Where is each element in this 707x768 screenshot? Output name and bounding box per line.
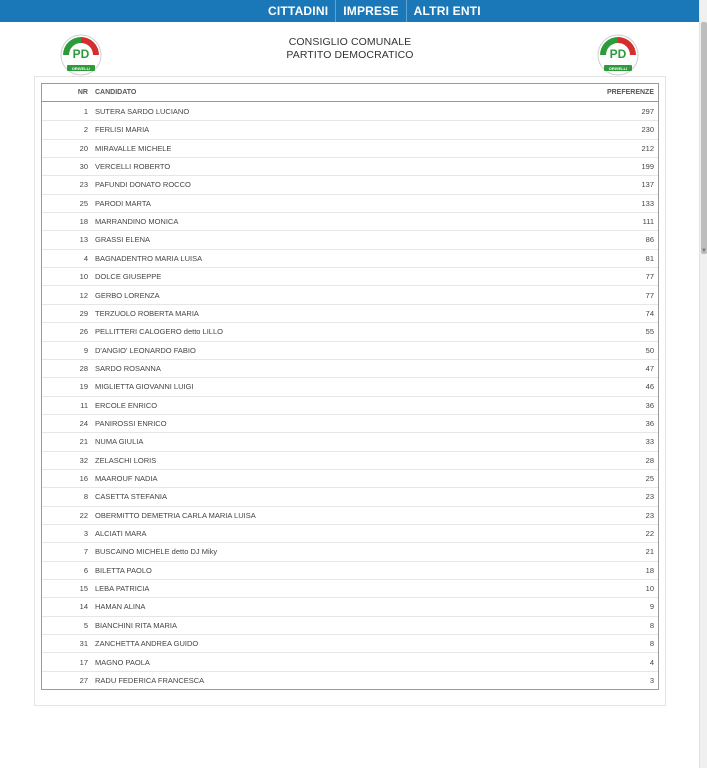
cell-candidate: NUMA GIULIA — [95, 437, 144, 447]
nav-cittadini[interactable]: CITTADINI — [268, 4, 329, 18]
cell-candidate: SARDO ROSANNA — [95, 363, 161, 373]
cell-preferences: 3 — [649, 675, 654, 685]
cell-candidate: ZANCHETTA ANDREA GUIDO — [95, 639, 199, 649]
cell-nr: 7 — [83, 547, 88, 557]
cell-candidate: TERZUOLO ROBERTA MARIA — [95, 308, 199, 318]
cell-candidate: BIANCHINI RITA MARIA — [95, 620, 177, 630]
cell-candidate: MIGLIETTA GIOVANNI LUIGI — [95, 382, 194, 392]
cell-nr: 21 — [79, 437, 88, 447]
cell-nr: 27 — [79, 675, 88, 685]
cell-preferences: 25 — [645, 474, 654, 483]
cell-nr: 5 — [83, 620, 88, 630]
table-row — [42, 158, 658, 176]
page-title-line2: PARTITO DEMOCRATICO — [286, 49, 414, 61]
table-row — [42, 103, 658, 121]
pd-logo-left — [60, 34, 102, 76]
table-row — [42, 672, 658, 690]
svg-text:PD: PD — [72, 47, 90, 61]
cell-nr: 8 — [83, 492, 88, 502]
column-header-candidate: CANDIDATO — [95, 89, 137, 96]
cell-nr: 16 — [79, 474, 88, 483]
cell-preferences: 137 — [641, 180, 654, 190]
cell-preferences: 4 — [649, 657, 654, 667]
cell-preferences: 230 — [641, 125, 654, 135]
scrollbar-thumb[interactable] — [701, 22, 707, 254]
cell-nr: 15 — [79, 584, 88, 594]
cell-candidate: CASETTA STEFANIA — [95, 492, 167, 502]
cell-preferences: 111 — [642, 217, 654, 227]
cell-nr: 14 — [79, 602, 88, 612]
nav-imprese[interactable]: IMPRESE — [343, 4, 399, 18]
cell-nr: 1 — [83, 107, 88, 116]
cell-nr: 10 — [79, 272, 88, 282]
cell-candidate: ZELASCHI LORIS — [95, 455, 157, 465]
cell-nr: 18 — [79, 217, 88, 227]
cell-preferences: 8 — [649, 620, 654, 630]
cell-preferences: 77 — [645, 272, 654, 282]
cell-preferences: 23 — [645, 510, 654, 520]
cell-preferences: 55 — [645, 327, 654, 337]
table-row — [42, 617, 658, 635]
main-nav — [261, 0, 488, 22]
table-row — [42, 415, 658, 433]
cell-candidate: RADU FEDERICA FRANCESCA — [95, 675, 205, 685]
top-nav-bar — [0, 0, 699, 22]
cell-nr: 11 — [80, 400, 88, 410]
cell-candidate: D'ANGIO' LEONARDO FABIO — [95, 345, 196, 355]
cell-nr: 28 — [79, 363, 88, 373]
cell-candidate: FERLISI MARIA — [95, 125, 150, 135]
table-row — [42, 525, 658, 543]
cell-candidate: SUTERA SARDO LUCIANO — [95, 107, 190, 116]
cell-preferences: 8 — [649, 639, 654, 649]
pd-party-logo-icon — [597, 34, 639, 76]
cell-nr: 19 — [79, 382, 88, 392]
cell-nr: 22 — [79, 510, 88, 520]
cell-preferences: 33 — [645, 437, 654, 447]
table-row — [42, 195, 658, 213]
svg-text:ORIVELLI: ORIVELLI — [71, 66, 91, 71]
cell-candidate: LEBA PATRICIA — [95, 584, 150, 594]
cell-candidate: MIRAVALLE MICHELE — [95, 143, 172, 153]
cell-preferences: 74 — [645, 308, 654, 318]
cell-candidate: PANIROSSI ENRICO — [95, 418, 167, 428]
cell-candidate: BILETTA PAOLO — [95, 565, 152, 575]
table-row — [42, 452, 658, 470]
cell-candidate: HAMAN ALINA — [95, 602, 146, 612]
column-header-preferences: PREFERENZE — [606, 89, 654, 96]
cell-preferences: 28 — [645, 455, 654, 465]
cell-preferences: 47 — [645, 363, 654, 373]
table-row — [42, 654, 658, 672]
cell-nr: 25 — [79, 198, 88, 208]
cell-preferences: 10 — [645, 584, 654, 594]
cell-nr: 4 — [83, 253, 88, 263]
cell-preferences: 77 — [645, 290, 654, 300]
cell-nr: 32 — [79, 455, 88, 465]
pd-party-logo-icon — [60, 34, 102, 76]
cell-preferences: 50 — [645, 345, 654, 355]
cell-candidate: BUSCAINO MICHELE detto DJ Miky — [95, 547, 218, 557]
cell-preferences: 297 — [641, 107, 654, 116]
cell-preferences: 133 — [641, 198, 654, 208]
table-row — [42, 323, 658, 341]
page-scrollbar[interactable] — [699, 0, 707, 768]
table-row — [42, 378, 658, 396]
cell-candidate: GERBO LORENZA — [95, 290, 160, 300]
cell-preferences: 9 — [649, 602, 654, 612]
cell-candidate: BAGNADENTRO MARIA LUISA — [95, 253, 203, 263]
cell-preferences: 18 — [645, 565, 654, 575]
cell-candidate: VERCELLI ROBERTO — [95, 162, 171, 172]
table-row — [42, 635, 658, 653]
cell-candidate: PARODI MARTA — [95, 198, 151, 208]
cell-nr: 26 — [79, 327, 88, 337]
table-row — [42, 562, 658, 580]
cell-preferences: 36 — [645, 418, 654, 428]
pd-logo-right — [597, 34, 639, 76]
cell-candidate: MARRANDINO MONICA — [95, 217, 179, 227]
scroll-down-arrow-icon[interactable]: ▼ — [701, 248, 707, 254]
cell-nr: 12 — [79, 290, 88, 300]
cell-preferences: 21 — [645, 547, 654, 557]
cell-candidate: MAAROUF NADIA — [95, 474, 158, 483]
table-row — [42, 176, 658, 194]
table-row — [42, 598, 658, 616]
table-row — [42, 342, 658, 360]
cell-candidate: ALCIATI MARA — [95, 529, 147, 539]
table-row — [42, 397, 658, 415]
cell-nr: 29 — [79, 308, 88, 318]
cell-nr: 31 — [79, 639, 88, 649]
table-row — [42, 213, 658, 231]
cell-candidate: PELLITTERI CALOGERO detto LILLO — [95, 327, 223, 337]
cell-nr: 17 — [79, 657, 88, 667]
page-title-line1: CONSIGLIO COMUNALE — [288, 36, 412, 48]
table-row — [42, 305, 658, 323]
table-row — [42, 488, 658, 506]
svg-text:ORIVELLI: ORIVELLI — [608, 66, 628, 71]
cell-preferences: 81 — [645, 253, 654, 263]
cell-candidate: OBERMITTO DEMETRIA CARLA MARIA LUISA — [95, 510, 256, 520]
cell-nr: 3 — [83, 529, 88, 539]
cell-preferences: 23 — [645, 492, 654, 502]
cell-preferences: 46 — [645, 382, 654, 392]
nav-altri-enti[interactable]: ALTRI ENTI — [413, 4, 481, 18]
table-row — [42, 507, 658, 525]
cell-nr: 9 — [83, 345, 88, 355]
table-row — [42, 580, 658, 598]
cell-candidate: ERCOLE ENRICO — [95, 400, 158, 410]
table-row — [42, 470, 658, 488]
cell-nr: 20 — [79, 143, 88, 153]
results-table — [41, 83, 659, 690]
cell-nr: 2 — [83, 125, 88, 135]
table-row — [42, 433, 658, 451]
cell-nr: 13 — [79, 235, 88, 245]
table-header-row — [42, 84, 658, 102]
table-row — [42, 360, 658, 378]
cell-candidate: MAGNO PAOLA — [95, 657, 150, 667]
table-row — [42, 121, 658, 139]
table-row — [42, 250, 658, 268]
cell-nr: 30 — [79, 162, 88, 172]
cell-candidate: DOLCE GIUSEPPE — [95, 272, 162, 282]
table-row — [42, 231, 658, 249]
cell-candidate: PAFUNDI DONATO ROCCO — [95, 180, 191, 190]
table-row — [42, 287, 658, 305]
cell-nr: 23 — [79, 180, 88, 190]
cell-candidate: GRASSI ELENA — [95, 235, 151, 245]
table-row — [42, 543, 658, 561]
cell-preferences: 22 — [645, 529, 654, 539]
table-row — [42, 140, 658, 158]
cell-preferences: 199 — [641, 162, 654, 172]
cell-nr: 24 — [79, 418, 88, 428]
cell-preferences: 86 — [645, 235, 654, 245]
cell-preferences: 36 — [645, 400, 654, 410]
cell-nr: 6 — [83, 565, 88, 575]
table-row — [42, 268, 658, 286]
column-header-nr: NR — [77, 89, 88, 96]
cell-preferences: 212 — [641, 143, 654, 153]
svg-text:PD: PD — [609, 47, 627, 61]
